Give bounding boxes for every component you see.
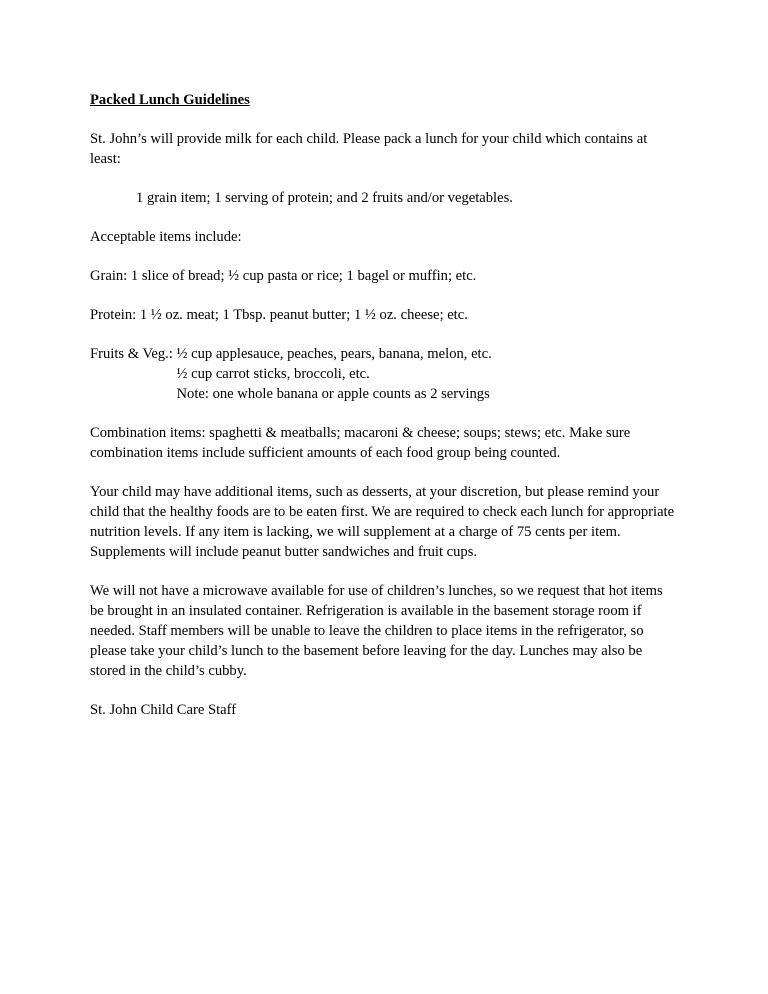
requirement-line: 1 grain item; 1 serving of protein; and 2 fruits and/or vegetables. bbox=[136, 190, 513, 206]
additional-items-paragraph: Your child may have additional items, such as desserts, at your discretion, but please remind your child that the healthy foods are to be eaten first. We are required to check each lunch for appropriate nutrition levels. If any item is lacking, we will supplement at a charge of 75 cents per item. Supplements will include peanut butter sandwiches and fruit cups. bbox=[90, 484, 675, 560]
intro-paragraph: St. John’s will provide milk for each child. Please pack a lunch for your child which contains at least: bbox=[90, 131, 648, 167]
combination-paragraph: Combination items: spaghetti & meatballs; macaroni & cheese; soups; stews; etc. Make sure combination items include sufficient amounts of each food group being counted. bbox=[90, 425, 631, 461]
fruits-veg-label: Fruits & Veg.: bbox=[90, 346, 177, 362]
protein-line: Protein: 1 ½ oz. meat; 1 Tbsp. peanut butter; 1 ½ oz. cheese; etc. bbox=[90, 307, 468, 323]
document-title: Packed Lunch Guidelines bbox=[90, 92, 250, 108]
fruits-veg-line: ½ cup carrot sticks, broccoli, etc. bbox=[176, 366, 370, 382]
grain-line: Grain: 1 slice of bread; ½ cup pasta or rice; 1 bagel or muffin; etc. bbox=[90, 268, 477, 284]
fruits-veg-line: ½ cup applesauce, peaches, pears, banana, melon, etc. bbox=[176, 346, 492, 362]
fruits-veg-block bbox=[90, 344, 680, 404]
signature: St. John Child Care Staff bbox=[90, 702, 237, 718]
acceptable-heading: Acceptable items include: bbox=[90, 229, 242, 245]
fruits-veg-lines bbox=[177, 344, 492, 404]
document-body bbox=[90, 90, 680, 739]
fruits-veg-note: Note: one whole banana or apple counts as 2 servings bbox=[176, 386, 490, 402]
microwave-paragraph: We will not have a microwave available for use of children’s lunches, so we request that hot items be brought in an insulated container. Refrigeration is available in the basement storage room if needed. Staff members will be unable to leave the children to place items in the refrigerator, so please take your child’s lunch to the basement before leaving for the day. Lunches may also be stored in the child’s cubby. bbox=[90, 583, 663, 679]
